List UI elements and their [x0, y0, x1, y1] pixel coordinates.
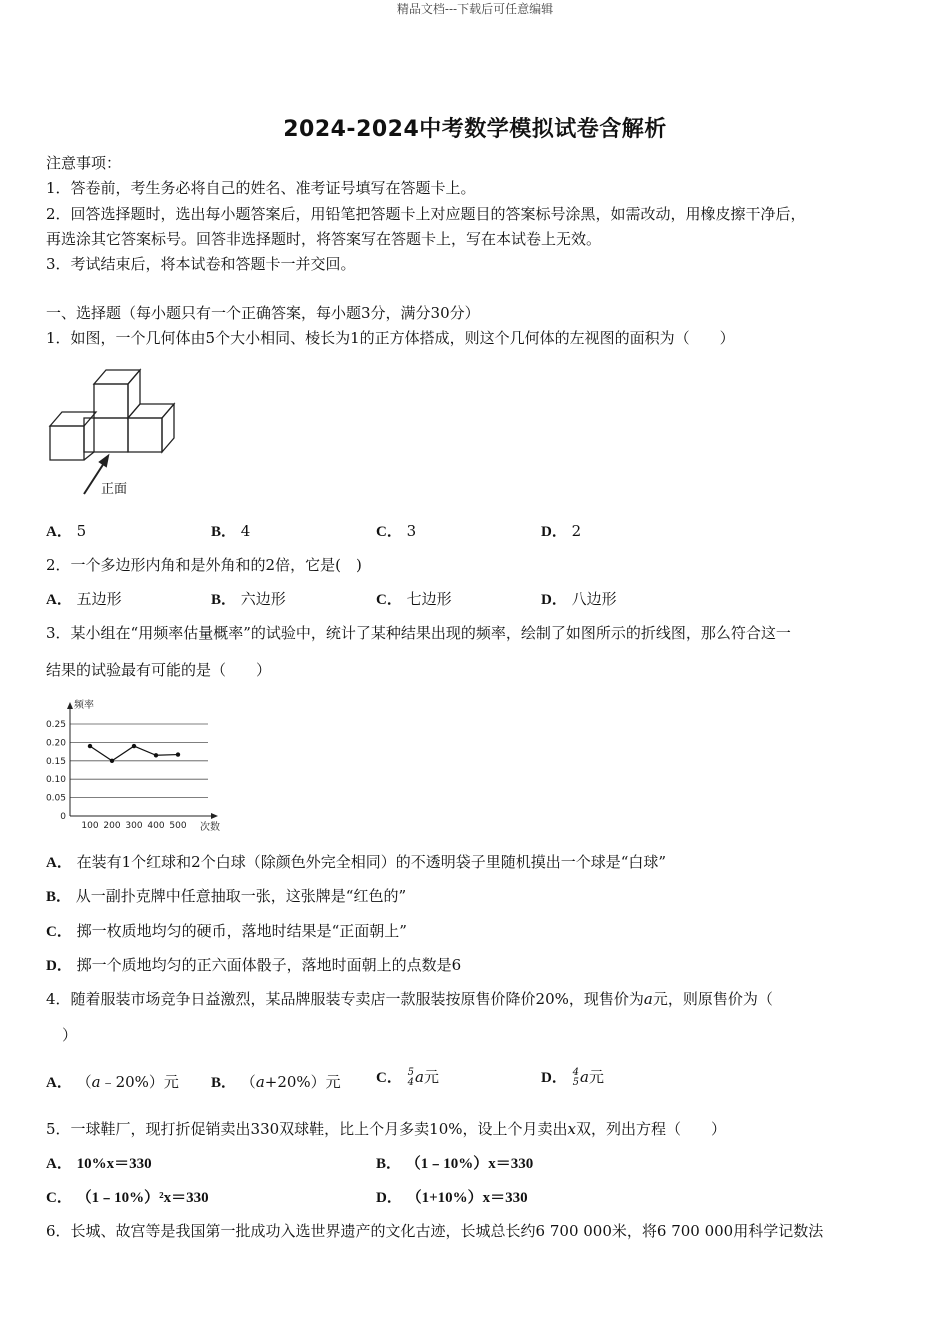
x-tick-label: 500: [169, 821, 187, 831]
question-4-stem-line1: 4．随着服装市场竞争日益激烈，某品牌服装专卖店一款服装按原售价降价20%，现售价为a元，则原售价为（: [46, 990, 773, 1008]
y-tick-label: 0.10: [45, 775, 66, 786]
data-point: [176, 752, 180, 756]
q4-option-d[interactable]: D． 4 5 a元: [541, 1067, 604, 1088]
q3-option-c[interactable]: C． 掷一枚质地均匀的硬币，落地时结果是“正面朝上”: [46, 922, 407, 940]
data-point: [132, 744, 136, 748]
q5-option-b[interactable]: B． （1﹣10%）x＝330: [376, 1156, 534, 1172]
x-tick-label: 300: [125, 821, 143, 831]
q2-option-a[interactable]: A． 五边形: [46, 590, 122, 608]
q1-option-a[interactable]: A． 5: [46, 522, 87, 540]
note-item: 再选涂其它答案标号。回答非选择题时，将答案写在答题卡上，写在本试卷上无效。: [46, 230, 602, 248]
page-title: 2024-2024中考数学模拟试卷含解析: [283, 117, 667, 142]
q1-option-b[interactable]: B． 4: [211, 522, 251, 540]
q2-option-b[interactable]: B． 六边形: [211, 590, 286, 608]
page-header: 精品文档---下载后可任意编辑: [396, 2, 554, 16]
q1-option-d[interactable]: D． 2: [541, 522, 582, 540]
q3-option-d[interactable]: D． 掷一个质地均匀的正六面体骰子，落地时面朝上的点数是6: [46, 956, 462, 974]
y-tick-label: 0.15: [45, 756, 66, 767]
q5-option-c[interactable]: C． （1﹣10%）²x＝330: [46, 1190, 209, 1206]
x-tick-label: 200: [103, 821, 121, 831]
q1-option-c[interactable]: C． 3: [376, 522, 417, 540]
q4-option-c[interactable]: C． 5 4 a元: [376, 1067, 439, 1088]
q5-option-d[interactable]: D． （1+10%）x＝330: [376, 1190, 528, 1206]
y-tick-label: 0.25: [45, 720, 66, 730]
question-3-stem-line1: 3．某小组在“用频率估量概率”的试验中，统计了某种结果出现的频率，绘制了如图所示的折线图，那么符合这一: [46, 624, 791, 642]
question-5-stem: 5．一球鞋厂，现打折促销卖出330双球鞋，比上个月多卖10%，设上个月卖出x双，列出方程（ ）: [46, 1120, 727, 1138]
cube-figure: [46, 364, 180, 500]
q2-option-d[interactable]: D． 八边形: [541, 590, 617, 608]
frequency-line-chart: [44, 694, 226, 834]
x-tick-label: 400: [147, 821, 165, 831]
q4-option-b[interactable]: B． （a+20%）元: [211, 1073, 341, 1091]
x-axis-label: 次数: [200, 822, 220, 833]
q3-option-b[interactable]: B． 从一副扑克牌中任意抽取一张，这张牌是“红色的”: [46, 887, 407, 905]
notes-heading: 注意事项：: [46, 154, 122, 172]
q3-option-a[interactable]: A． 在装有1个红球和2个白球（除颜色外完全相同）的不透明袋子里随机摸出一个球是“白球”: [46, 853, 667, 871]
question-2-stem: 2．一个多边形内角和是外角和的2倍，它是( ): [46, 556, 362, 574]
q2-option-c[interactable]: C． 七边形: [376, 590, 452, 608]
data-point: [154, 753, 158, 757]
y-tick-label: 0: [60, 812, 66, 822]
note-item: 2．回答选择题时，选出每小题答案后，用铅笔把答题卡上对应题目的答案标号涂黑，如需改动，用橡皮擦干净后，: [46, 205, 806, 223]
question-6-stem: 6．长城、故宫等是我国第一批成功入选世界遗产的文化古迹，长城总长约6 700 000米，将6 700 000用科学记数法: [46, 1222, 824, 1240]
question-3-stem-line2: 结果的试验最有可能的是（ ）: [46, 661, 272, 679]
data-point: [88, 744, 92, 748]
q5-option-a[interactable]: A． 10%x＝330: [46, 1156, 152, 1172]
note-item: 1．答卷前，考生务必将自己的姓名、准考证号填写在答题卡上。: [46, 179, 476, 197]
figure-front-label: 正面: [101, 482, 128, 497]
y-tick-label: 0.20: [45, 738, 66, 749]
question-4-stem-line2: ）: [62, 1026, 78, 1044]
q4-option-a[interactable]: A． （a﹣20%）元: [46, 1073, 179, 1091]
question-1-stem: 1．如图，一个几何体由5个大小相同、棱长为1的正方体搭成，则这个几何体的左视图的面积为（ ）: [46, 329, 735, 347]
y-axis-label: 频率: [74, 700, 94, 711]
x-tick-label: 100: [81, 821, 99, 831]
data-point: [110, 759, 114, 763]
section-heading: 一、选择题（每小题只有一个正确答案，每小题3分，满分30分）: [46, 304, 480, 322]
note-item: 3．考试结束后，将本试卷和答题卡一并交回。: [46, 255, 356, 273]
y-tick-label: 0.05: [45, 793, 66, 804]
